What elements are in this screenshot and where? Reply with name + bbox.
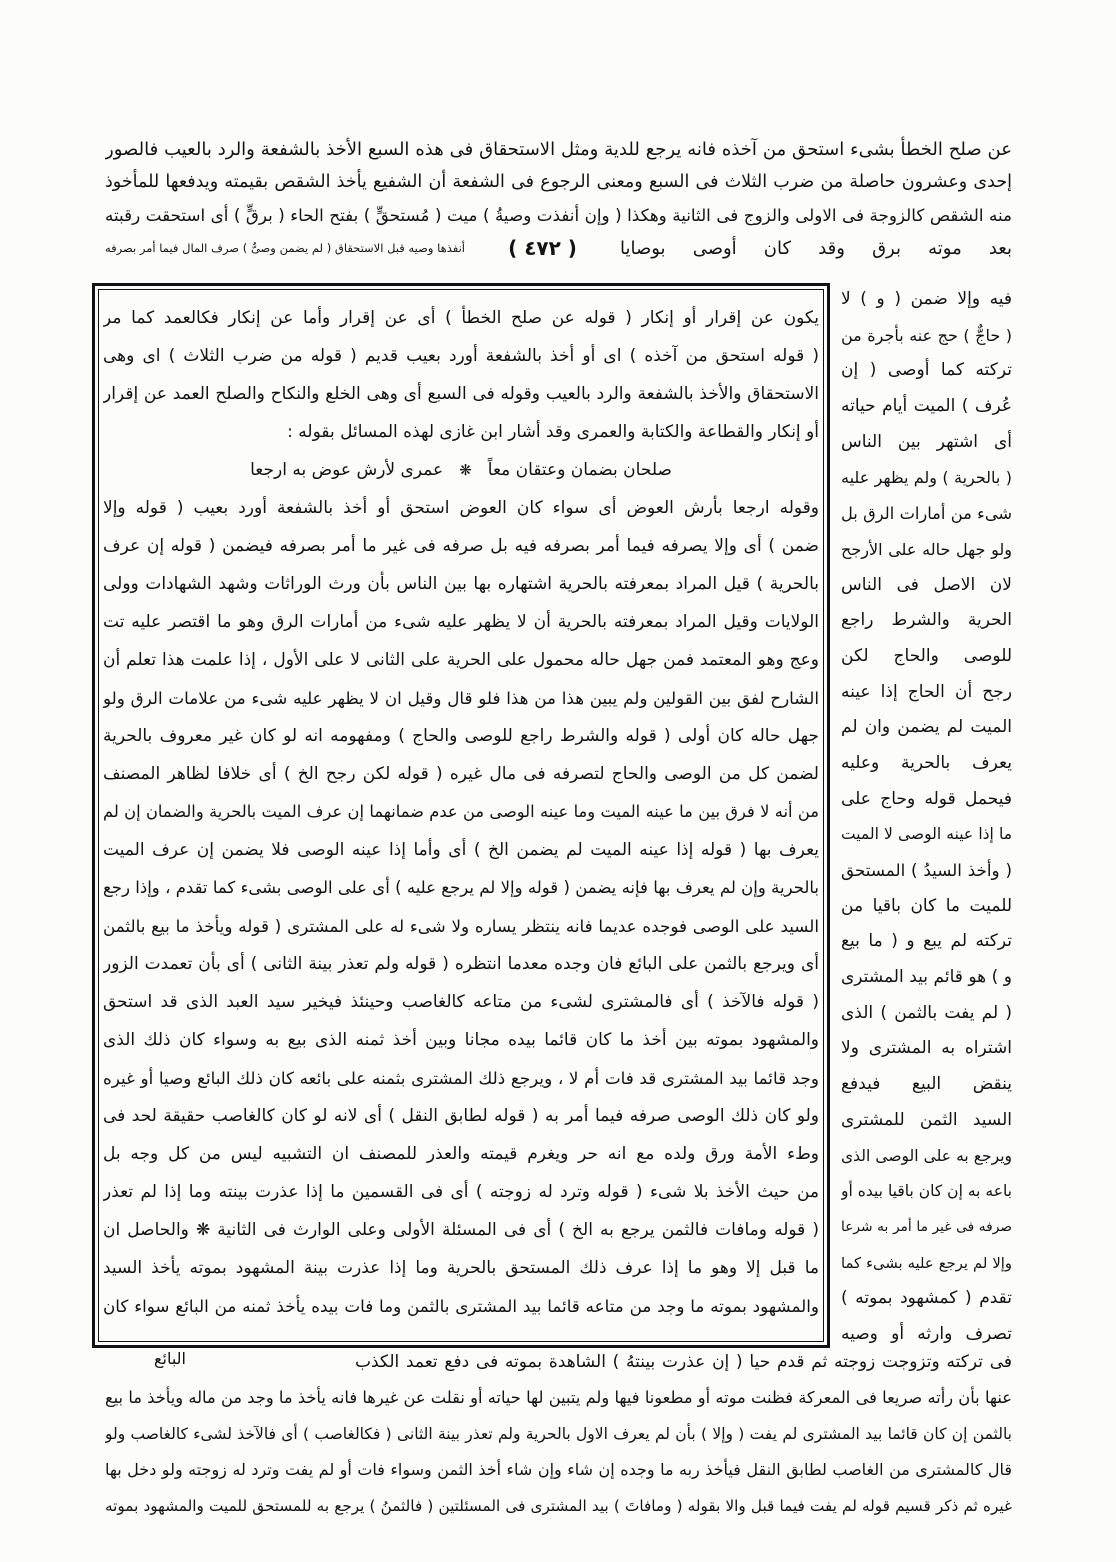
main-text-side-column — [841, 282, 1012, 1353]
side-text-line: باعه به إن كان باقيا بيده أو — [841, 1182, 1012, 1201]
main-text-line: فى تركته وتزوجت زوجته ثم قدم حيا ( إن عذرت بينتهُ ) الشاهدة بموته فى دفع تعمد الكذب — [355, 1352, 1012, 1372]
gloss-line: وطء الأمة ورق ولده مع انه حر ويغرم قيمته والعذر للمصنف ان التشبيه ليس من كل وجه بل — [103, 1144, 819, 1164]
gloss-line: الشارح لفق بين القولين ولم يبين هذا من هذا فلو قال وقيل ان لا يظهر عليه شىء من علامات الرق ولو — [103, 688, 819, 708]
side-text-line: عُرف ) الميت أيام حياته — [841, 396, 1012, 417]
main-text-line-with-page-number — [105, 232, 1012, 265]
side-text-line: ( لم يفت بالثمن ) الذى — [841, 1002, 1012, 1023]
gloss-line: بالحرية وإن لم يعرف بها فإنه يضمن ( قوله وإلا لم يرجع عليه ) أى على الوصى بشىء كما تقدم ، وإذا رجع — [103, 878, 819, 897]
gloss-line: من حيث الأخذ بلا شىء ( قوله وترد له زوجته ) أى فى القسمين ما إذا عذرت بينته وما إذا لم تعذر — [103, 1182, 819, 1202]
poem-verse — [103, 451, 819, 489]
side-text-line: أى اشتهر بين الناس — [841, 431, 1012, 452]
catchword: البائع — [154, 1349, 186, 1368]
gloss-line: الولايات وقيل المراد بمعرفته بالحرية أن لا يظهر عليه شىء من أمارات الرق وهو ما اقتصر عليه تت — [103, 612, 819, 632]
gloss-line: أى ويرجع بالثمن على البائع فان وجده معدما انتظره ( قوله ولم تعذر بينة الثانى ) أى بأن تعمدت الزور — [103, 954, 819, 974]
side-text-line: وإلا لم يرجع عليه بشىء كما — [841, 1254, 1012, 1272]
side-text-line: للميت ما كان باقيا من — [841, 895, 1012, 916]
main-text-line: قال كالمشترى من الغاصب لطابق النقل فيأخذ ربه ما وجده إن شاء وإن شاء أخذ الثمن وسواء فات أو لم يفت وترد له زوجته ولو دخل بها — [105, 1460, 1012, 1479]
gloss-line: وقوله ارجعا بأرش العوض أى سواء كان العوض استحق أو أخذ بالشفعة أورد بعيب ( قوله وإلا — [103, 498, 819, 518]
side-text-line: اشتراه به المشترى ولا — [841, 1038, 1012, 1059]
poem-first-hemistich: صلحان بضمان وعتقان معاً — [487, 460, 672, 480]
side-text-line: رجح أن الحاج إذا عينه — [841, 681, 1012, 702]
side-text-line: و ) هو قائم بيد المشترى — [841, 967, 1012, 988]
main-text-line: غيره ثم ذكر قسيم قوله لم يفت فيما قبل والا بقوله ( ومافاتَ ) بيد المشترى فى المسئلتين ( فالثمنُ ) يرجع به للمستحق للميت والمشهود بموته — [105, 1497, 1012, 1515]
verse-separator-star: ❋ — [459, 461, 472, 479]
side-text-line: الحرية والشرط راجع — [841, 610, 1012, 631]
main-text-line: بالثمن إن كان قائما بيد المشترى لم يفت ( وإلا ) بأن لم يعرف الاول بالحرية ولم تعذر بينة الثانى ( فكالغاصب ) أى فالآخذ لشىء كالغاصب ولو — [105, 1425, 1012, 1443]
gloss-line: ولو كان ذلك الوصى صرفه فيما أمر به ( قوله لطابق النقل ) أى لانه لو كان كالغاصب حقيقة لحد فى — [103, 1106, 819, 1126]
side-text-line: ( بالحرية ) ولم يظهر عليه — [841, 468, 1012, 488]
side-text-line: شىء من أمارات الرق بل — [841, 504, 1012, 524]
side-text-line: ينقض البيع فيدفع — [841, 1074, 1012, 1095]
gloss-line: ( قوله استحق من آخذه ) اى أو أخذ بالشفعة أورد بعيب قديم ( قوله من ضرب الثلاث ) اى وهى — [103, 346, 819, 366]
gloss-box-text — [103, 299, 819, 1325]
gloss-line: جهل حاله كان أولى ( قوله والشرط راجع للوصى والحاج ) ومفهومه انه لو كان غير معروف بالحرية — [103, 726, 819, 746]
side-text-line: يعرف بالحرية وعليه — [841, 752, 1012, 773]
gloss-line: والمشهود بموته ما وجد من متاعه قائما بيد المشترى بالثمن وما فات بيده يأخذ ثمنه من البائع سواء كان — [103, 1296, 819, 1316]
side-text-line: السيد الثمن للمشترى — [841, 1109, 1012, 1130]
main-text-line-segment: أنفذها وصيه قبل الاستحقاق ( لم يضمن وصىٌّ ) صرف المال فيما أمر بصرفه — [105, 241, 465, 255]
gloss-line: وجد قائما بيد المشترى قد فات أم لا ، ويرجع ذلك المشترى بثمنه على بائعه كان ذلك البائع وصيا أو غيره — [103, 1068, 819, 1088]
side-text-line: صرفه فى غير ما أمر به شرعا — [841, 1218, 1012, 1235]
gloss-line: والمشهود بموته بين أخذ ما كان قائما بيده مجانا وبين أخذ ثمنه الذى بيع به وسواء كان ذلك الذى — [103, 1030, 819, 1050]
side-text-line: ولو جهل حاله على الأرجح — [841, 539, 1012, 559]
side-text-line: تصرف وارثه أو وصيه — [841, 1323, 1012, 1344]
main-text-line-segment: بعد موته برق وقد كان أوصى بوصايا — [620, 238, 1012, 259]
side-text-line: ( وأخذ السيدُ ) المستحق — [841, 860, 1012, 880]
gloss-line: يعرف بها ( قوله إذا عينه الميت لم يضمن الخ ) أى وأما إذا عينه الوصى فلا يضمن إن عرف الميت — [103, 840, 819, 860]
gloss-line: الاستحقاق والأخذ بالشفعة والرد بالعيب وقوله فى السبع أى وهى الخلع والنكاح والصلح العمد عن إقرار — [103, 384, 819, 404]
side-text-line: الميت لم يضمن وان لم — [841, 717, 1012, 738]
side-text-line: تركته كما أوصى ( إن — [841, 360, 1012, 381]
gloss-line: ( قوله فالآخذ ) أى فالمشترى لشىء من متاعه كالغاصب وحينئذ فيخير سيد العبد الذى قد استحق — [103, 992, 819, 1012]
side-text-line: فيه وإلا ضمن ( و ) لا — [841, 289, 1012, 309]
main-text-line: عن صلح الخطأ بشىء استحق من آخذه فانه يرجع للدية ومثل الاستحقاق فى هذه السبع الأخذ بالشفعة والرد بالعيب فالصور — [105, 139, 1012, 160]
main-text-line: عنها بأن رأته صريعا فى المعركة فظنت موته أو مطعونا فيها ولم يتبين لها حياته أو نقلت عن غيرها فانه يأخذ ما وجد من ماله ويأخذ ما بيع — [105, 1388, 1012, 1407]
gloss-line: ضمن ) أى وإلا يصرفه فيما أمر بصرفه فيه بل صرفه فى غير ما أمر بصرفه فيضمن ( قوله إن عرف — [103, 536, 819, 556]
main-text-bottom — [105, 1344, 1012, 1524]
gloss-line: وعج وهو المعتمد فمن جهل حاله محمول على الحرية على الثانى لا على الأول ، إذا علمت هذا تعلم أن — [103, 650, 819, 670]
side-text-line: للوصى والحاج لكن — [841, 645, 1012, 666]
side-text-line: تركته لم يبع و ( ما بيع — [841, 931, 1012, 952]
main-text-top — [105, 133, 1012, 265]
gloss-line: ما قبل إلا وهو ما إذا عرف ذلك المستحق بالحرية وما إذا عذرت بينة المشهود بموته يأخذ السيد — [103, 1258, 819, 1278]
gloss-line: السيد على الوصى فوجده عديما فانه ينتظر يساره ولا شىء له على المشترى ( قوله ويأخذ ما بيع بالثمن — [103, 916, 819, 936]
gloss-line: لضمن كل من الوصى والحاج لتصرفه فى مال غيره ( قوله لكن رجح الخ ) أى خلافا لظاهر المصنف — [103, 764, 819, 784]
gloss-line: يكون عن إقرار أو إنكار ( قوله عن صلح الخطأ ) أى عن إقرار وأما عن إنكار فكالعمد كما مر — [103, 308, 819, 328]
side-text-line: لان الاصل فى الناس — [841, 574, 1012, 595]
page-number: ( ٤٧٢ ) — [508, 236, 577, 260]
side-text-line: فيحمل قوله وحاج على — [841, 788, 1012, 809]
gloss-line: ( قوله ومافات فالثمن يرجع به الخ ) أى فى المسئلة الأولى وعلى الوارث فى الثانية ❋ والحاصل ان — [103, 1220, 819, 1240]
side-text-line: تقدم ( كمشهود بموته ) — [841, 1288, 1012, 1309]
side-text-line: ما إذا عينه الوصى لا الميت — [841, 825, 1012, 844]
main-text-line: منه الشقص كالزوجة فى الاولى والزوج فى الثانية وهكذا ( وإن أنفذت وصيةُ ) ميت ( مُستحقٍّ ) بفتح الحاء ( برقٍّ ) أى استحقت رقبته — [105, 205, 1012, 225]
poem-second-hemistich: عمرى لأرش عوض به ارجعا — [250, 460, 444, 480]
main-text-line: إحدى وعشرون حاصلة من ضرب الثلاث فى السبع ومعنى الرجوع فى الشفعة أن الشفيع يأخذ الشقص بقيمته ويدفعها للمأخوذ — [105, 172, 1012, 192]
gloss-line: بالحرية ) قيل المراد بمعرفته بالحرية اشتهاره بها بين الناس بأن ورث الوراثات وشهد الشهادات وولى — [103, 574, 819, 594]
gloss-line: من أنه لا فرق بين ما عينه الميت وما عينه الوصى من عدم ضمانهما إن عرف الميت بالحرية والضمان إن لم — [103, 802, 819, 821]
side-text-line: ( حاجٌّ ) حج عنه بأجرة من — [841, 325, 1012, 345]
side-text-line: ويرجع به على الوصى الذى — [841, 1146, 1012, 1165]
main-text-line-with-catchword — [105, 1344, 1012, 1380]
gloss-line: أو إنكار والقطاعة والكتابة والعمرى وقد أشار ابن غازى لهذه المسائل بقوله : — [287, 422, 819, 442]
